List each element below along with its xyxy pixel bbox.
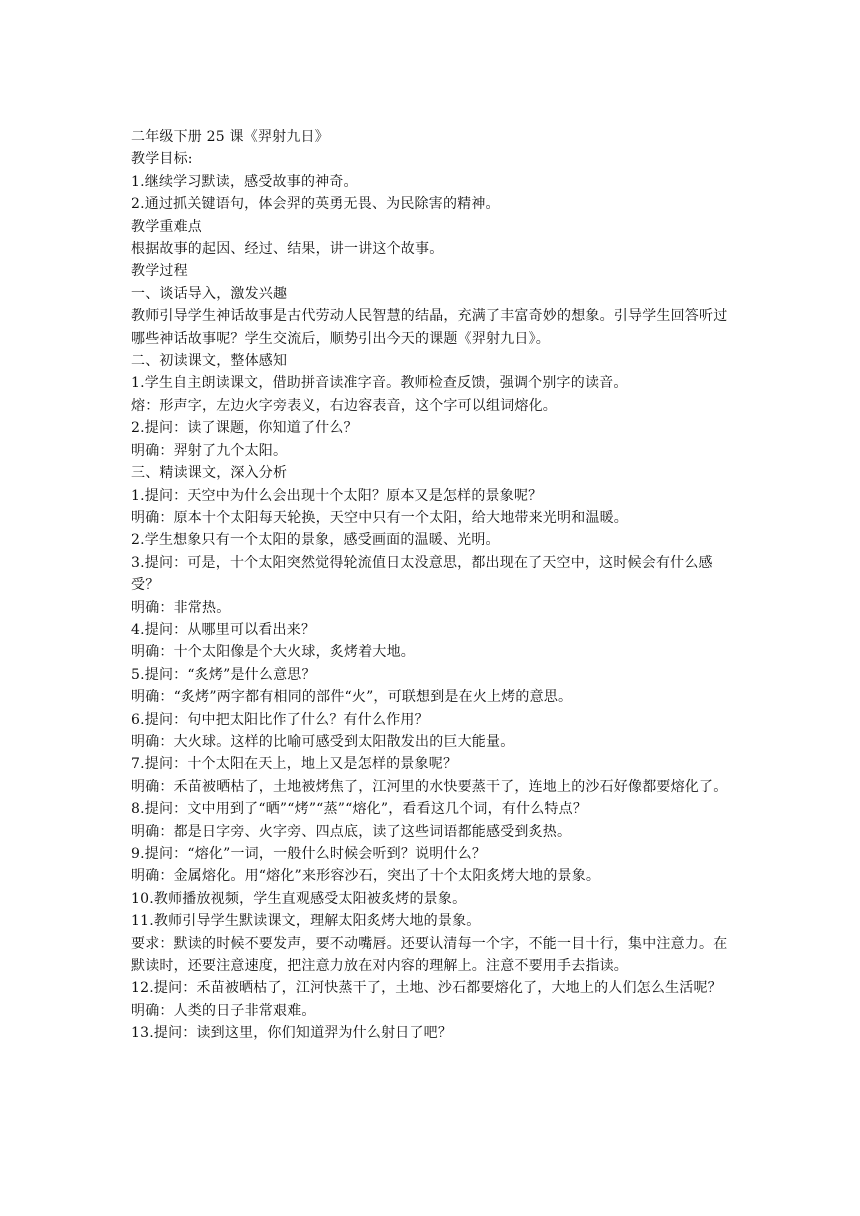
answer-item: 明确：大火球。这样的比喻可感受到太阳散发出的巨大能量。 [131,733,515,750]
question-item: 6.提问：句中把太阳比作了什么？有什么作用？ [131,711,429,728]
question-item: 5.提问：“炙烤”是什么意思？ [131,666,316,683]
document-page [131,126,735,1045]
answer-item: 明确：羿射了九个太阳。 [131,442,288,459]
paragraph: 根据故事的起因、经过、结果，讲一讲这个故事。 [131,241,444,258]
question-item: 7.提问：十个太阳在天上，地上又是怎样的景象呢？ [131,756,458,773]
section-heading-process: 教学过程 [131,263,188,280]
question-item: 9.提问：“熔化”一词，一般什么时候会听到？说明什么？ [131,846,487,862]
answer-item: 明确：人类的日子非常艰难。 [131,1002,316,1019]
paragraph: 1.学生自主朗读课文，借助拼音读准字音。教师检查反馈，强调个别字的读音。 [131,375,628,392]
answer-item: 明确：十个太阳像是个大火球，炙烤着大地。 [131,644,415,661]
paragraph: 10.教师播放视频，学生直观感受太阳被炙烤的景象。 [131,890,467,907]
section-heading-objectives: 教学目标: [131,151,193,168]
answer-item: 明确：金属熔化。用“熔化”来形容沙石，突出了十个太阳炙烤大地的景象。 [131,868,601,885]
objective-item: 1.继续学习默读，感受故事的神奇。 [131,173,358,190]
section-heading-key-points: 教学重难点 [131,218,202,235]
answer-item: 明确：“炙烤”两字都有相同的部件“火”，可联想到是在火上烤的意思。 [131,689,573,706]
lesson-title: 二年级下册 25 课《羿射九日》 [131,129,329,145]
paragraph: 要求：默读的时候不要发声，要不动嘴唇。还要认清每一个字，不能一目十行，集中注意力。在默读时，还要注意速度，把注意力放在对内容的理解上。注意不要用手去指读。 [131,935,728,975]
subsection-heading: 二、初读课文，整体感知 [131,353,288,370]
answer-item: 明确：原本十个太阳每天轮换，天空中只有一个太阳，给大地带来光明和温暖。 [131,509,628,526]
question-item: 8.提问：文中用到了“晒”“烤”“蒸”“熔化”，看看这几个词，有什么特点？ [131,801,588,818]
subsection-heading: 一、谈话导入，激发兴趣 [131,285,288,302]
answer-item: 明确：禾苗被晒枯了，土地被烤焦了，江河里的水快要蒸干了，连地上的沙石好像都要熔化了。 [131,778,728,795]
question-item: 3.提问：可是，十个太阳突然觉得轮流值日太没意思，都出现在了天空中，这时候会有什么感受？ [131,554,713,594]
answer-item: 明确：都是日字旁、火字旁、四点底，读了这些词语都能感受到炙热。 [131,823,572,840]
subsection-heading: 三、精读课文，深入分析 [131,465,288,482]
question-item: 4.提问：从哪里可以看出来？ [131,621,316,638]
paragraph: 11.教师引导学生默读课文，理解太阳炙烤大地的景象。 [131,913,481,930]
objective-item: 2.通过抓关键语句，体会羿的英勇无畏、为民除害的精神。 [131,196,500,213]
answer-item: 明确：非常热。 [131,599,231,616]
question-item: 1.提问：天空中为什么会出现十个太阳？原本又是怎样的景象呢？ [131,487,543,504]
question-item: 13.提问：读到这里，你们知道羿为什么射日了吧？ [131,1025,453,1042]
question-item: 12.提问：禾苗被晒枯了，江河快蒸干了，土地、沙石都要熔化了，大地上的人们怎么生活呢？ [131,980,722,997]
question-item: 2.提问：读了课题，你知道了什么？ [131,420,358,437]
paragraph: 熔：形声字，左边火字旁表义，右边容表音，这个字可以组词熔化。 [131,397,557,414]
paragraph: 教师引导学生神话故事是古代劳动人民智慧的结晶，充满了丰富奇妙的想象。引导学生回答听过哪些神话故事呢？学生交流后，顺势引出今天的课题《羿射九日》。 [131,308,728,347]
paragraph: 2.学生想象只有一个太阳的景象，感受画面的温暖、光明。 [131,532,500,549]
